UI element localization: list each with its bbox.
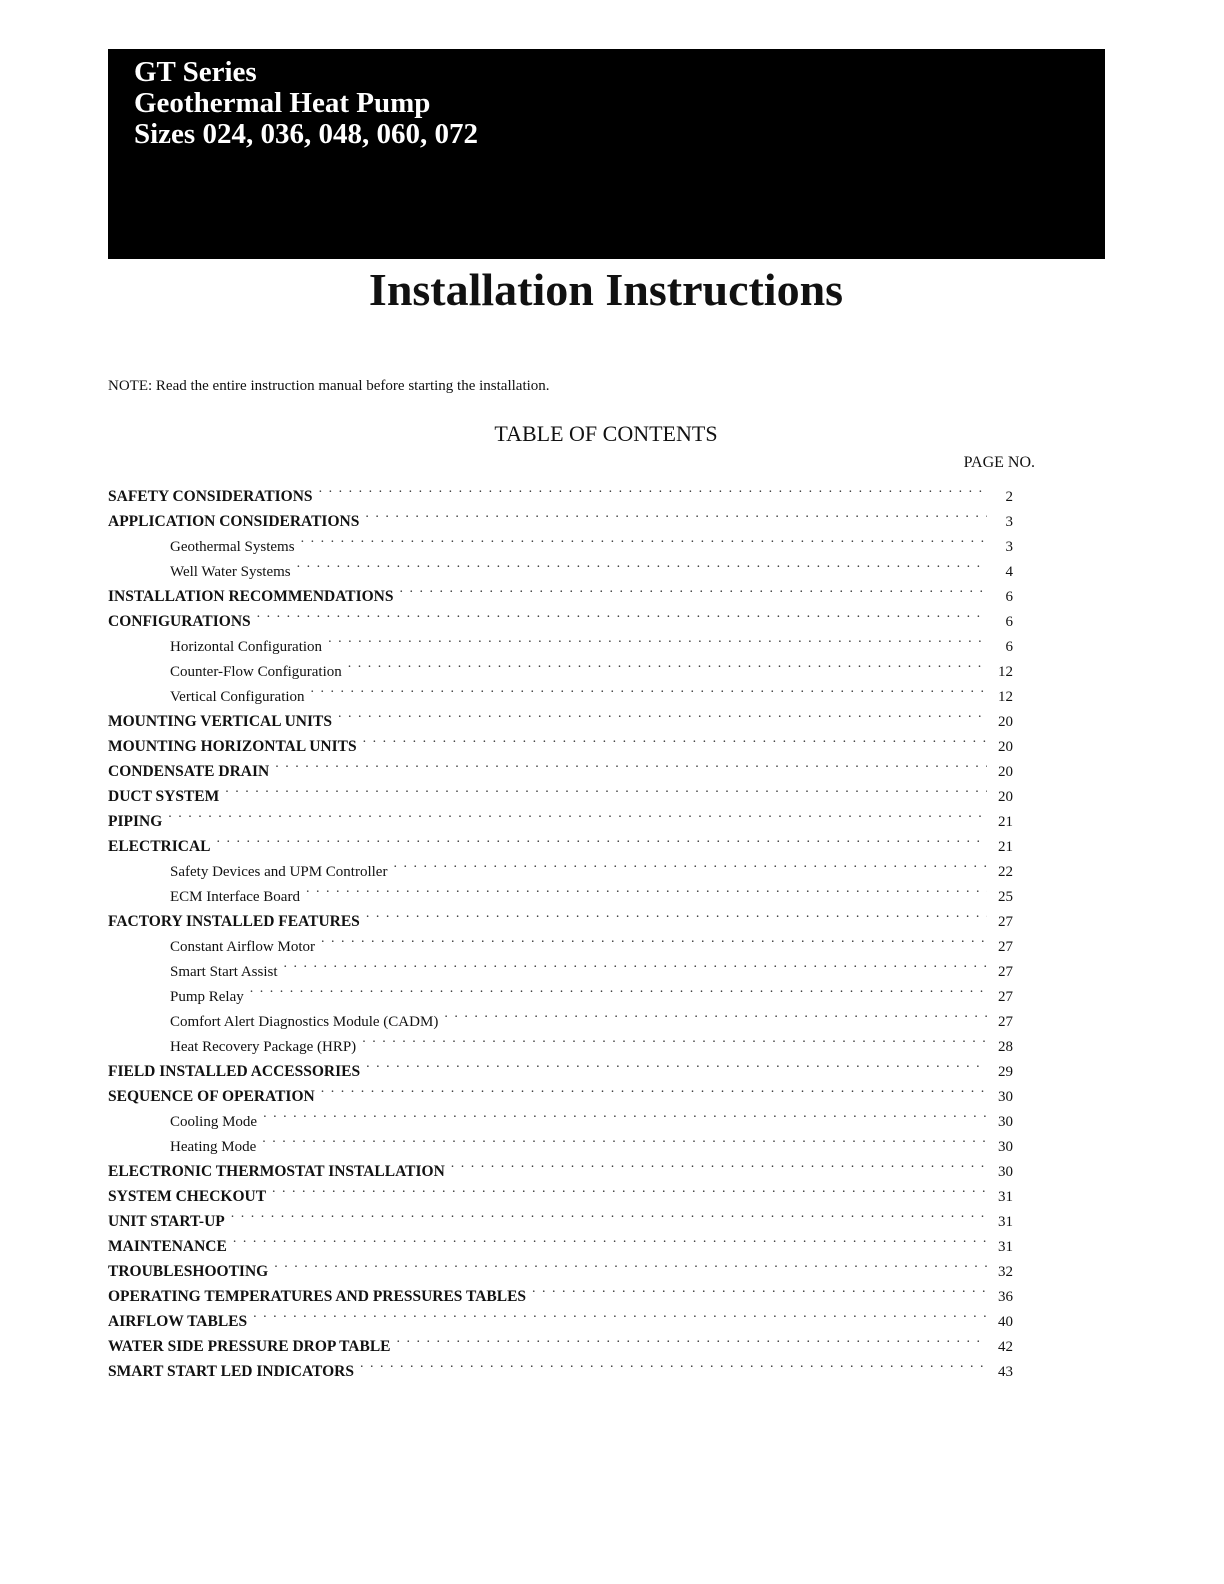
toc-entry-page: 36	[998, 1289, 1013, 1305]
table-of-contents	[108, 476, 1013, 1380]
toc-entry-label: Comfort Alert Diagnostics Module (CADM)	[170, 1014, 439, 1030]
toc-entry-label: Horizontal Configuration	[170, 639, 323, 655]
toc-entry-page: 6	[1005, 639, 1013, 655]
toc-entry-page: 27	[998, 964, 1013, 980]
toc-entry-page: 28	[998, 1039, 1013, 1055]
toc-entry-page: 21	[998, 839, 1013, 855]
toc-entry-page: 31	[998, 1239, 1013, 1255]
toc-entry-page: 30	[998, 1164, 1013, 1180]
toc-dot-leader	[301, 526, 987, 551]
toc-dot-leader	[532, 1276, 987, 1301]
toc-dot-leader	[275, 751, 987, 776]
toc-entry-page: 6	[1005, 614, 1013, 630]
title-banner	[108, 49, 1105, 259]
toc-dot-leader	[338, 701, 987, 726]
toc-entry-label: MOUNTING VERTICAL UNITS	[108, 713, 332, 730]
toc-entry-label: DUCT SYSTEM	[108, 788, 220, 805]
toc-entry-label: FACTORY INSTALLED FEATURES	[108, 913, 360, 930]
toc-entry-label: ELECTRONIC THERMOSTAT INSTALLATION	[108, 1163, 445, 1180]
toc-entry-label: SEQUENCE OF OPERATION	[108, 1088, 315, 1105]
toc-dot-leader	[297, 551, 987, 576]
document-title: Installation Instructions	[368, 264, 844, 315]
toc-dot-leader	[217, 826, 988, 851]
toc-entry-page: 31	[998, 1214, 1013, 1230]
toc-entry-page: 43	[998, 1364, 1013, 1380]
toc-entry-page: 32	[998, 1264, 1013, 1280]
toc-entry-label: Smart Start Assist	[170, 964, 278, 980]
toc-dot-leader	[262, 1126, 987, 1151]
toc-dot-leader	[257, 601, 987, 626]
toc-entry-page: 4	[1005, 564, 1013, 580]
toc-entry-page: 30	[998, 1139, 1013, 1155]
toc-entry-page: 20	[998, 714, 1013, 730]
toc-entry-label: MAINTENANCE	[108, 1238, 227, 1255]
toc-dot-leader	[233, 1226, 987, 1251]
toc-entry-label: ELECTRICAL	[108, 838, 211, 855]
toc-entry[interactable]	[108, 1251, 1013, 1280]
banner-series: GT Series	[134, 56, 257, 88]
toc-entry-page: 20	[998, 789, 1013, 805]
toc-entry-label: PIPING	[108, 813, 163, 830]
toc-dot-leader	[363, 726, 987, 751]
toc-entry-label: FIELD INSTALLED ACCESSORIES	[108, 1063, 361, 1080]
toc-entry-label: APPLICATION CONSIDERATIONS	[108, 513, 360, 530]
toc-entry-page: 12	[998, 664, 1013, 680]
toc-dot-leader	[328, 626, 987, 651]
toc-entry[interactable]	[108, 1201, 1013, 1230]
toc-dot-leader	[366, 901, 987, 926]
toc-entry-page: 3	[1005, 539, 1013, 555]
toc-entry-page: 2	[1005, 489, 1013, 505]
toc-entry-page: 12	[998, 689, 1013, 705]
toc-entry[interactable]	[108, 851, 1013, 880]
toc-dot-leader	[362, 1026, 987, 1051]
toc-dot-leader	[253, 1301, 987, 1326]
toc-entry-page: 21	[998, 814, 1013, 830]
toc-entry[interactable]	[108, 1226, 1013, 1255]
toc-entry-label: Safety Devices and UPM Controller	[170, 864, 388, 880]
toc-entry-page: 20	[998, 739, 1013, 755]
toc-entry-label: SAFETY CONSIDERATIONS	[108, 488, 313, 505]
note-text: NOTE: Read the entire instruction manual before starting the installation.	[108, 378, 550, 394]
toc-entry[interactable]	[108, 826, 1013, 855]
toc-entry-page: 3	[1005, 514, 1013, 530]
toc-dot-leader	[306, 876, 987, 901]
toc-entry-label: TROUBLESHOOTING	[108, 1263, 269, 1280]
toc-entry-label: Pump Relay	[170, 989, 244, 1005]
toc-entry-page: 27	[998, 1014, 1013, 1030]
toc-entry-page: 27	[998, 939, 1013, 955]
toc-entry-label: Vertical Configuration	[170, 689, 305, 705]
toc-dot-leader	[365, 501, 987, 526]
toc-entry-label: Cooling Mode	[170, 1114, 258, 1130]
toc-dot-leader	[397, 1326, 987, 1351]
toc-entry-label: Heating Mode	[170, 1139, 257, 1155]
toc-entry-label: ECM Interface Board	[170, 889, 300, 905]
toc-entry[interactable]	[108, 776, 1013, 805]
toc-dot-leader	[311, 676, 987, 701]
toc-entry-label: Geothermal Systems	[170, 539, 295, 555]
toc-dot-leader	[284, 951, 987, 976]
toc-entry-label: WATER SIDE PRESSURE DROP TABLE	[108, 1338, 391, 1355]
toc-entry[interactable]	[108, 801, 1013, 830]
toc-dot-leader	[231, 1201, 987, 1226]
toc-entry-label: UNIT START-UP	[108, 1213, 225, 1230]
toc-entry-page: 30	[998, 1114, 1013, 1130]
banner-text	[134, 57, 478, 150]
toc-entry-page: 31	[998, 1189, 1013, 1205]
toc-dot-leader	[360, 1351, 987, 1376]
toc-dot-leader	[451, 1151, 987, 1176]
toc-dot-leader	[348, 651, 987, 676]
toc-entry-page: 29	[998, 1064, 1013, 1080]
toc-entry-label: CONDENSATE DRAIN	[108, 763, 270, 780]
toc-entry[interactable]	[108, 476, 1013, 505]
toc-heading: TABLE OF CONTENTS	[494, 421, 718, 446]
toc-dot-leader	[168, 801, 987, 826]
toc-entry-label: Constant Airflow Motor	[170, 939, 315, 955]
toc-entry-label: Heat Recovery Package (HRP)	[170, 1039, 357, 1055]
toc-entry-label: OPERATING TEMPERATURES AND PRESSURES TABLES	[108, 1288, 527, 1305]
toc-entry-page: 6	[1005, 589, 1013, 605]
toc-entry-page: 22	[998, 864, 1013, 880]
toc-dot-leader	[250, 976, 987, 1001]
toc-entry-label: Counter-Flow Configuration	[170, 664, 342, 680]
toc-dot-leader	[444, 1001, 987, 1026]
toc-entry-label: MOUNTING HORIZONTAL UNITS	[108, 738, 357, 755]
toc-entry-label: SMART START LED INDICATORS	[108, 1363, 354, 1380]
toc-entry-label: AIRFLOW TABLES	[108, 1313, 248, 1330]
toc-entry-label: INSTALLATION RECOMMENDATIONS	[108, 588, 394, 605]
toc-dot-leader	[321, 926, 987, 951]
toc-dot-leader	[225, 776, 987, 801]
toc-entry-label: CONFIGURATIONS	[108, 613, 251, 630]
toc-dot-leader	[272, 1176, 987, 1201]
toc-entry-label: Well Water Systems	[170, 564, 291, 580]
page-no-header: PAGE NO.	[963, 454, 1035, 471]
toc-entry-page: 30	[998, 1089, 1013, 1105]
toc-entry-page: 20	[998, 764, 1013, 780]
toc-dot-leader	[263, 1101, 987, 1126]
toc-entry-page: 25	[998, 889, 1013, 905]
toc-dot-leader	[393, 851, 987, 876]
toc-dot-leader	[274, 1251, 987, 1276]
toc-dot-leader	[321, 1076, 987, 1101]
toc-entry-page: 42	[998, 1339, 1013, 1355]
banner-product: Geothermal Heat Pump	[134, 87, 431, 119]
toc-entry-page: 27	[998, 914, 1013, 930]
toc-entry-page: 40	[998, 1314, 1013, 1330]
banner-sizes: Sizes 024, 036, 048, 060, 072	[134, 118, 478, 150]
toc-dot-leader	[366, 1051, 987, 1076]
toc-dot-leader	[319, 476, 987, 501]
toc-entry-label: SYSTEM CHECKOUT	[108, 1188, 267, 1205]
toc-dot-leader	[400, 576, 988, 601]
toc-entry-page: 27	[998, 989, 1013, 1005]
